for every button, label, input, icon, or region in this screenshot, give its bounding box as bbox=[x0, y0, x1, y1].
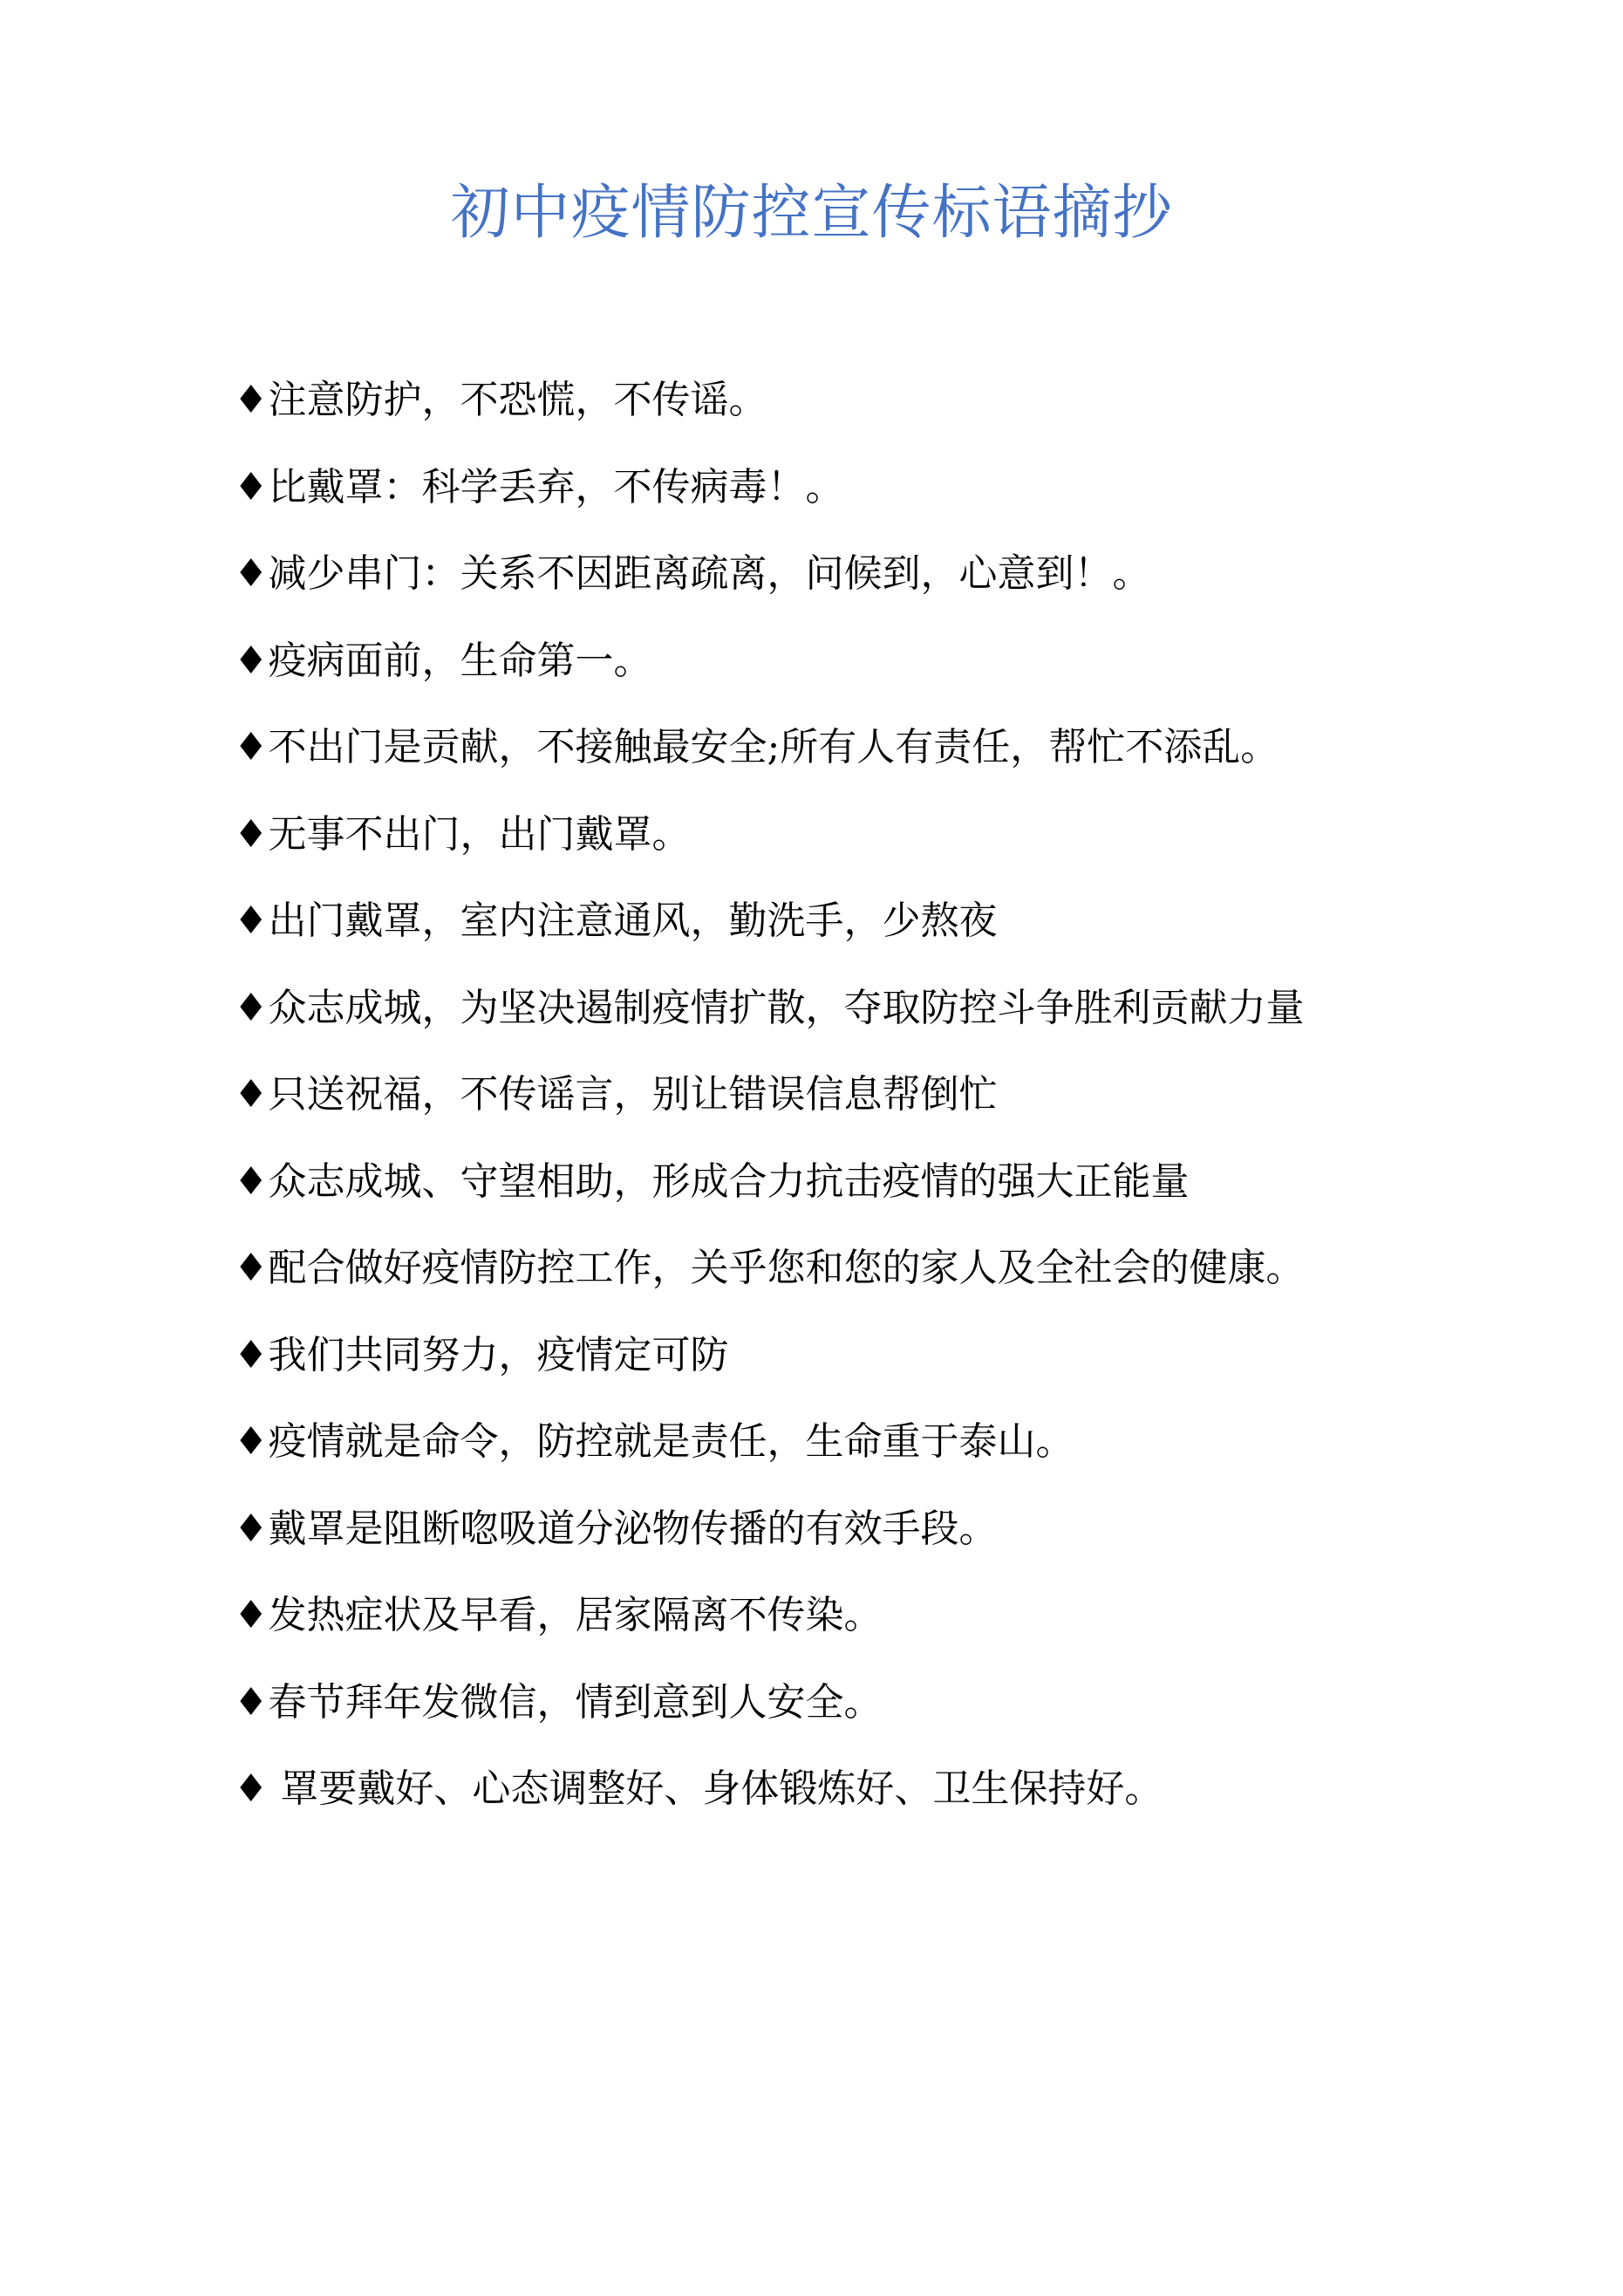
slogan-list bbox=[234, 357, 1306, 1833]
slogan-item: ♦我们共同努力，疫情定可防 bbox=[234, 1332, 729, 1377]
slogan-item: ♦春节拜年发微信，情到意到人安全。 bbox=[234, 1679, 883, 1725]
slogan-item: ♦减少串门：关系不因距离疏离，问候到，心意到！。 bbox=[234, 551, 1151, 596]
document-title: 初中疫情防控宣传标语摘抄 bbox=[450, 179, 1173, 248]
slogan-item: ♦疫情就是命令，防控就是责任，生命重于泰山。 bbox=[234, 1419, 1074, 1464]
slogan-item: ♦发热症状及早看，居家隔离不传染。 bbox=[234, 1593, 883, 1637]
slogan-item: ♦众志成城，为坚决遏制疫情扩散，夺取防控斗争胜利贡献力量 bbox=[234, 985, 1305, 1030]
slogan-item: ♦只送祝福，不传谣言，别让错误信息帮倒忙 bbox=[234, 1072, 998, 1117]
slogan-item: ♦无事不出门，出门戴罩。 bbox=[234, 811, 691, 857]
slogan-item: ♦不出门是贡献，不接触最安全;所有人有责任，帮忙不添乱。 bbox=[234, 725, 1279, 769]
slogan-item: ♦出门戴罩，室内注意通风，勤洗手，少熬夜 bbox=[234, 899, 998, 943]
slogan-item: ♦ 罩要戴好、心态调整好、身体锻炼好、卫生保持好。 bbox=[234, 1766, 1163, 1811]
slogan-item: ♦比戴罩：科学丢弃，不传病毒！。 bbox=[234, 464, 844, 509]
slogan-item: ♦配合做好疫情防控工作，关乎您和您的家人及全社会的健康。 bbox=[234, 1246, 1305, 1290]
slogan-item: ♦众志成城、守望相助，形成合力抗击疫情的强大正能量 bbox=[234, 1158, 1190, 1204]
slogan-item: ♦注意防护，不恐慌，不传谣。 bbox=[234, 378, 767, 422]
slogan-item: ♦戴罩是阻断唿吸道分泌物传播的有效手段。 bbox=[234, 1506, 998, 1551]
slogan-item: ♦疫病面前，生命第一。 bbox=[234, 638, 652, 683]
